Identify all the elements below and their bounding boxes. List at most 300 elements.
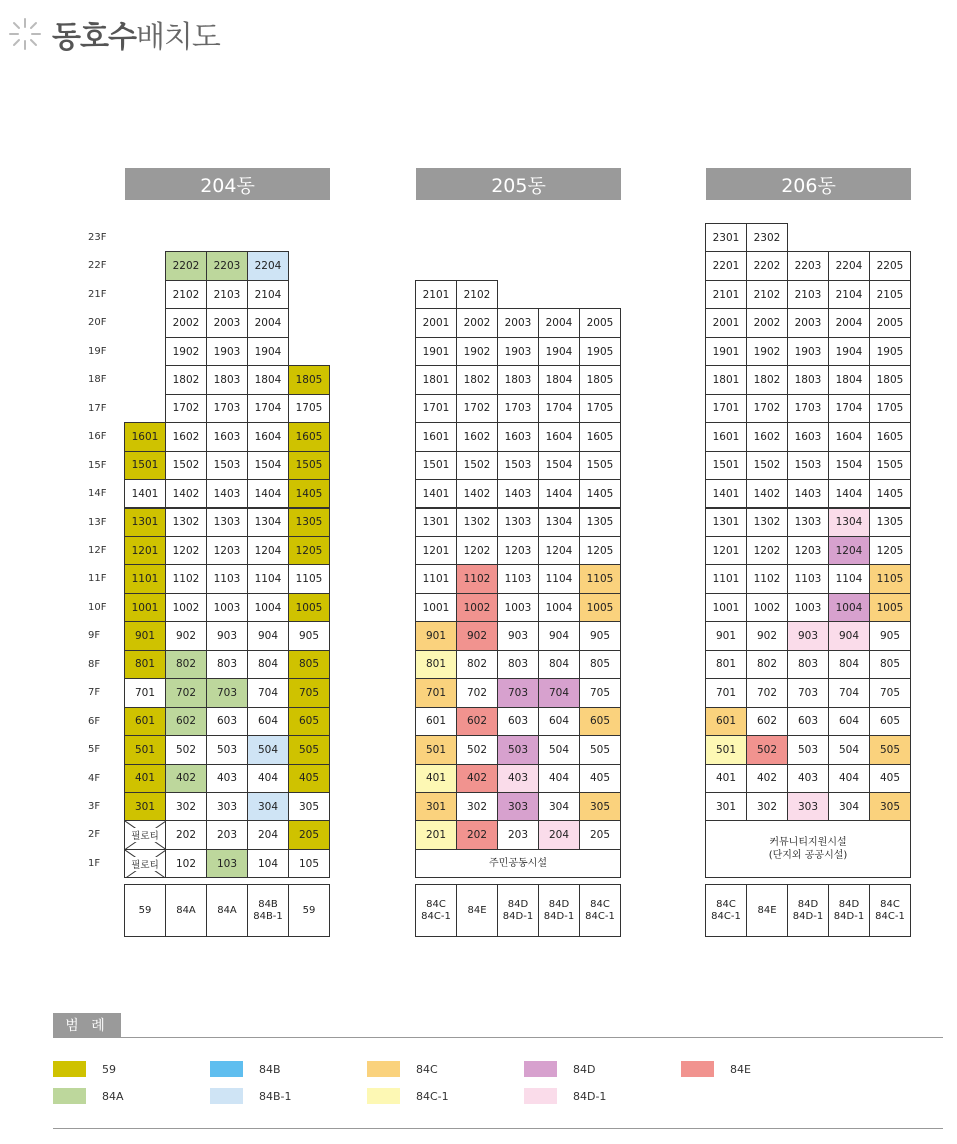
unit-cell[interactable]: 804 [247, 650, 289, 679]
unit-cell[interactable]: 305 [579, 792, 621, 821]
unit-cell[interactable]: 403 [206, 764, 248, 793]
unit-cell[interactable]: 1801 [705, 365, 747, 394]
unit-cell[interactable]: 501 [705, 735, 747, 764]
unit-cell[interactable]: 1603 [206, 422, 248, 451]
unit-cell[interactable]: 2004 [828, 308, 870, 337]
unit-cell[interactable]: 404 [828, 764, 870, 793]
unit-cell[interactable]: 605 [869, 707, 911, 736]
unit-cell[interactable]: 404 [247, 764, 289, 793]
unit-cell[interactable]: 2002 [165, 308, 207, 337]
unit-cell[interactable]: 1702 [746, 394, 788, 423]
unit-cell[interactable]: 1005 [869, 593, 911, 622]
unit-cell[interactable]: 1205 [579, 536, 621, 565]
unit-cell[interactable]: 1004 [828, 593, 870, 622]
unit-cell[interactable]: 202 [456, 820, 498, 849]
unit-cell[interactable]: 1602 [746, 422, 788, 451]
unit-cell[interactable]: 1802 [165, 365, 207, 394]
unit-cell[interactable]: 901 [124, 621, 166, 650]
unit-cell[interactable]: 503 [787, 735, 829, 764]
unit-cell[interactable]: 1002 [456, 593, 498, 622]
unit-cell[interactable]: 1201 [415, 536, 457, 565]
unit-cell[interactable]: 1101 [415, 564, 457, 593]
unit-cell[interactable]: 2103 [787, 280, 829, 309]
unit-cell[interactable]: 1202 [165, 536, 207, 565]
unit-cell[interactable]: 603 [787, 707, 829, 736]
unit-cell[interactable]: 1205 [288, 536, 330, 565]
unit-cell[interactable]: 401 [124, 764, 166, 793]
unit-cell[interactable]: 1503 [787, 451, 829, 480]
unit-cell[interactable]: 1104 [538, 564, 580, 593]
unit-cell[interactable]: 403 [787, 764, 829, 793]
unit-cell[interactable]: 1904 [538, 337, 580, 366]
unit-cell[interactable]: 602 [456, 707, 498, 736]
unit-cell[interactable]: 1901 [415, 337, 457, 366]
unit-cell[interactable]: 1504 [538, 451, 580, 480]
unit-cell[interactable]: 504 [538, 735, 580, 764]
unit-cell[interactable]: 205 [288, 820, 330, 849]
unit-cell[interactable]: 702 [456, 678, 498, 707]
unit-cell[interactable]: 605 [288, 707, 330, 736]
unit-cell[interactable]: 1903 [787, 337, 829, 366]
unit-cell[interactable]: 1005 [288, 593, 330, 622]
unit-cell[interactable]: 1703 [787, 394, 829, 423]
unit-cell[interactable]: 1502 [165, 451, 207, 480]
unit-cell[interactable]: 503 [206, 735, 248, 764]
unit-cell[interactable]: 905 [579, 621, 621, 650]
unit-cell[interactable]: 803 [206, 650, 248, 679]
unit-cell[interactable]: 1602 [165, 422, 207, 451]
unit-cell[interactable]: 1704 [538, 394, 580, 423]
unit-cell[interactable]: 1303 [206, 508, 248, 537]
unit-cell[interactable]: 1105 [579, 564, 621, 593]
unit-cell[interactable]: 1803 [497, 365, 539, 394]
unit-cell[interactable]: 901 [705, 621, 747, 650]
unit-cell[interactable]: 1005 [579, 593, 621, 622]
unit-cell[interactable]: 1702 [165, 394, 207, 423]
unit-cell[interactable]: 1501 [705, 451, 747, 480]
unit-cell[interactable]: 2302 [746, 223, 788, 252]
unit-cell[interactable]: 1403 [206, 479, 248, 508]
unit-cell[interactable]: 1802 [746, 365, 788, 394]
unit-cell[interactable]: 1305 [288, 508, 330, 537]
unit-cell[interactable]: 1804 [828, 365, 870, 394]
unit-cell[interactable]: 1203 [497, 536, 539, 565]
unit-cell[interactable]: 604 [538, 707, 580, 736]
unit-cell[interactable]: 2203 [787, 251, 829, 280]
unit-cell[interactable]: 1405 [869, 479, 911, 508]
unit-cell[interactable]: 1801 [415, 365, 457, 394]
unit-cell[interactable]: 305 [869, 792, 911, 821]
unit-cell[interactable]: 2001 [415, 308, 457, 337]
unit-cell[interactable]: 2001 [705, 308, 747, 337]
unit-cell[interactable]: 2201 [705, 251, 747, 280]
unit-cell[interactable]: 1603 [497, 422, 539, 451]
unit-cell[interactable]: 205 [579, 820, 621, 849]
unit-cell[interactable]: 304 [538, 792, 580, 821]
unit-cell[interactable]: 505 [579, 735, 621, 764]
unit-cell[interactable]: 905 [869, 621, 911, 650]
unit-cell[interactable]: 601 [705, 707, 747, 736]
unit-cell[interactable]: 2003 [206, 308, 248, 337]
unit-cell[interactable]: 1102 [456, 564, 498, 593]
unit-cell[interactable]: 303 [497, 792, 539, 821]
unit-cell[interactable]: 1601 [415, 422, 457, 451]
unit-cell[interactable]: 505 [288, 735, 330, 764]
unit-cell[interactable]: 1003 [787, 593, 829, 622]
unit-cell[interactable]: 1803 [206, 365, 248, 394]
unit-cell[interactable]: 1905 [579, 337, 621, 366]
unit-cell[interactable]: 705 [579, 678, 621, 707]
unit-cell[interactable]: 1802 [456, 365, 498, 394]
unit-cell[interactable]: 801 [705, 650, 747, 679]
unit-cell[interactable]: 1902 [165, 337, 207, 366]
unit-cell[interactable]: 604 [247, 707, 289, 736]
unit-cell[interactable]: 1205 [869, 536, 911, 565]
unit-cell[interactable]: 1103 [497, 564, 539, 593]
unit-cell[interactable]: 2102 [456, 280, 498, 309]
unit-cell[interactable]: 1902 [456, 337, 498, 366]
unit-cell[interactable]: 1905 [869, 337, 911, 366]
unit-cell[interactable]: 1203 [206, 536, 248, 565]
unit-cell[interactable]: 1201 [705, 536, 747, 565]
unit-cell[interactable]: 2102 [746, 280, 788, 309]
unit-cell[interactable]: 1503 [206, 451, 248, 480]
unit-cell[interactable]: 105 [288, 849, 330, 878]
unit-cell[interactable]: 305 [288, 792, 330, 821]
unit-cell[interactable]: 1001 [124, 593, 166, 622]
unit-cell[interactable]: 304 [247, 792, 289, 821]
unit-cell[interactable]: 602 [165, 707, 207, 736]
unit-cell[interactable]: 1105 [869, 564, 911, 593]
unit-cell[interactable]: 1605 [288, 422, 330, 451]
unit-cell[interactable]: 1104 [247, 564, 289, 593]
unit-cell[interactable]: 1705 [288, 394, 330, 423]
unit-cell[interactable]: 1701 [705, 394, 747, 423]
title-light: 배치도 [135, 20, 220, 55]
unit-cell[interactable]: 1405 [288, 479, 330, 508]
unit-cell[interactable]: 903 [206, 621, 248, 650]
unit-cell[interactable]: 1604 [828, 422, 870, 451]
unit-cell[interactable]: 1201 [124, 536, 166, 565]
unit-cell[interactable]: 302 [165, 792, 207, 821]
unit-cell[interactable]: 1104 [828, 564, 870, 593]
unit-cell[interactable]: 2003 [497, 308, 539, 337]
unit-cell[interactable]: 1105 [288, 564, 330, 593]
unit-cell[interactable]: 403 [497, 764, 539, 793]
unit-cell[interactable]: 1401 [124, 479, 166, 508]
unit-cell[interactable]: 2101 [705, 280, 747, 309]
unit-cell[interactable]: 1505 [579, 451, 621, 480]
unit-cell[interactable]: 1504 [247, 451, 289, 480]
unit-cell[interactable]: 2003 [787, 308, 829, 337]
unit-cell[interactable]: 502 [456, 735, 498, 764]
unit-cell[interactable]: 304 [828, 792, 870, 821]
unit-cell[interactable]: 1405 [579, 479, 621, 508]
unit-cell[interactable]: 301 [124, 792, 166, 821]
unit-cell[interactable]: 1002 [746, 593, 788, 622]
unit-cell[interactable]: 801 [415, 650, 457, 679]
unit-cell[interactable]: 1103 [206, 564, 248, 593]
unit-cell[interactable]: 1705 [579, 394, 621, 423]
unit-cell[interactable]: 1202 [456, 536, 498, 565]
unit-cell[interactable]: 2204 [247, 251, 289, 280]
unit-cell[interactable]: 905 [288, 621, 330, 650]
unit-cell[interactable]: 1501 [124, 451, 166, 480]
unit-cell[interactable]: 1204 [538, 536, 580, 565]
unit-cell[interactable]: 1501 [415, 451, 457, 480]
unit-cell[interactable]: 1404 [247, 479, 289, 508]
unit-cell[interactable]: 502 [165, 735, 207, 764]
unit-cell[interactable]: 1301 [705, 508, 747, 537]
unit-cell[interactable]: 804 [828, 650, 870, 679]
unit-cell[interactable]: 1704 [828, 394, 870, 423]
unit-cell[interactable]: 2104 [247, 280, 289, 309]
unit-cell[interactable]: 904 [538, 621, 580, 650]
unit-cell[interactable]: 204 [538, 820, 580, 849]
unit-cell[interactable]: 2105 [869, 280, 911, 309]
unit-cell[interactable]: 203 [206, 820, 248, 849]
unit-cell[interactable]: 703 [206, 678, 248, 707]
unit-cell[interactable]: 1703 [206, 394, 248, 423]
unit-cell[interactable]: 1404 [828, 479, 870, 508]
unit-cell[interactable]: 204 [247, 820, 289, 849]
unit-cell[interactable]: 103 [206, 849, 248, 878]
unit-cell[interactable]: 1704 [247, 394, 289, 423]
unit-cell[interactable]: 203 [497, 820, 539, 849]
unit-cell[interactable]: 503 [497, 735, 539, 764]
unit-cell[interactable]: 802 [165, 650, 207, 679]
unit-cell[interactable]: 1301 [124, 508, 166, 537]
unit-cell[interactable]: 1203 [787, 536, 829, 565]
unit-cell[interactable]: 2005 [579, 308, 621, 337]
unit-cell[interactable]: 1502 [746, 451, 788, 480]
unit-cell[interactable]: 303 [787, 792, 829, 821]
unit-cell[interactable]: 2103 [206, 280, 248, 309]
unit-cell[interactable]: 1404 [538, 479, 580, 508]
unit-cell[interactable]: 2203 [206, 251, 248, 280]
unit-cell[interactable]: 405 [869, 764, 911, 793]
unit-cell[interactable]: 1505 [869, 451, 911, 480]
unit-cell[interactable]: 401 [415, 764, 457, 793]
unit-cell[interactable]: 1101 [705, 564, 747, 593]
unit-cell[interactable]: 704 [828, 678, 870, 707]
unit-cell[interactable]: 504 [247, 735, 289, 764]
unit-cell[interactable]: 1302 [746, 508, 788, 537]
unit-type-label: 59 [138, 904, 152, 916]
unit-cell[interactable]: 1003 [497, 593, 539, 622]
unit-cell[interactable]: 802 [746, 650, 788, 679]
unit-cell[interactable]: 2002 [746, 308, 788, 337]
unit-cell[interactable]: 1601 [705, 422, 747, 451]
unit-cell[interactable]: 902 [746, 621, 788, 650]
unit-cell[interactable]: 1904 [247, 337, 289, 366]
unit-cell[interactable]: 802 [456, 650, 498, 679]
unit-cell[interactable]: 2202 [746, 251, 788, 280]
unit-cell[interactable]: 605 [579, 707, 621, 736]
unit-cell[interactable]: 302 [456, 792, 498, 821]
unit-cell[interactable]: 1304 [247, 508, 289, 537]
unit-cell[interactable]: 1401 [705, 479, 747, 508]
unit-cell[interactable]: 604 [828, 707, 870, 736]
unit-cell[interactable]: 405 [288, 764, 330, 793]
unit-cell[interactable]: 701 [705, 678, 747, 707]
unit-cell[interactable]: 1304 [538, 508, 580, 537]
unit-cell[interactable]: 1805 [579, 365, 621, 394]
unit-cell[interactable]: 1204 [828, 536, 870, 565]
unit-cell[interactable]: 404 [538, 764, 580, 793]
unit-cell[interactable]: 104 [247, 849, 289, 878]
unit-cell[interactable]: 1304 [828, 508, 870, 537]
unit-cell[interactable]: 1702 [456, 394, 498, 423]
unit-type-label: 84C-1 [421, 910, 451, 922]
unit-cell[interactable]: 2002 [456, 308, 498, 337]
unit-cell[interactable]: 601 [124, 707, 166, 736]
unit-cell[interactable]: 1903 [206, 337, 248, 366]
unit-cell[interactable]: 505 [869, 735, 911, 764]
unit-cell[interactable]: 801 [124, 650, 166, 679]
unit-cell[interactable]: 302 [746, 792, 788, 821]
unit-cell[interactable]: 2102 [165, 280, 207, 309]
unit-cell[interactable]: 1403 [787, 479, 829, 508]
unit-cell[interactable]: 2205 [869, 251, 911, 280]
unit-cell[interactable]: 1805 [869, 365, 911, 394]
unit-cell[interactable]: 1303 [497, 508, 539, 537]
unit-cell[interactable]: 1803 [787, 365, 829, 394]
unit-cell[interactable]: 1703 [497, 394, 539, 423]
unit-cell[interactable]: 2301 [705, 223, 747, 252]
unit-cell[interactable]: 1601 [124, 422, 166, 451]
unit-cell[interactable]: 805 [579, 650, 621, 679]
unit-cell[interactable]: 303 [206, 792, 248, 821]
unit-cell[interactable]: 1101 [124, 564, 166, 593]
unit-cell[interactable]: 704 [247, 678, 289, 707]
unit-cell[interactable]: 703 [497, 678, 539, 707]
unit-cell[interactable]: 1602 [456, 422, 498, 451]
unit-cell[interactable]: 1102 [746, 564, 788, 593]
unit-cell[interactable]: 1204 [247, 536, 289, 565]
unit-cell[interactable]: 402 [746, 764, 788, 793]
unit-cell[interactable]: 1705 [869, 394, 911, 423]
unit-cell[interactable]: 1505 [288, 451, 330, 480]
unit-cell[interactable]: 2004 [247, 308, 289, 337]
unit-cell[interactable]: 1604 [538, 422, 580, 451]
unit-cell[interactable]: 1402 [746, 479, 788, 508]
unit-cell[interactable]: 803 [787, 650, 829, 679]
unit-cell[interactable]: 1901 [705, 337, 747, 366]
unit-cell[interactable]: 1402 [165, 479, 207, 508]
unit-cell[interactable]: 1001 [705, 593, 747, 622]
unit-cell[interactable]: 904 [828, 621, 870, 650]
unit-cell[interactable]: 902 [165, 621, 207, 650]
unit-cell[interactable]: 701 [415, 678, 457, 707]
unit-cell[interactable]: 705 [288, 678, 330, 707]
unit-cell[interactable]: 704 [538, 678, 580, 707]
unit-cell[interactable]: 903 [787, 621, 829, 650]
unit-cell[interactable]: 602 [746, 707, 788, 736]
unit-cell[interactable]: 2005 [869, 308, 911, 337]
unit-cell[interactable]: 1503 [497, 451, 539, 480]
unit-cell[interactable]: 1605 [579, 422, 621, 451]
unit-cell[interactable]: 904 [247, 621, 289, 650]
unit-cell[interactable]: 803 [497, 650, 539, 679]
unit-cell[interactable]: 202 [165, 820, 207, 849]
unit-cell[interactable]: 603 [497, 707, 539, 736]
unit-cell[interactable]: 502 [746, 735, 788, 764]
unit-cell[interactable]: 1401 [415, 479, 457, 508]
unit-cell[interactable]: 903 [497, 621, 539, 650]
unit-cell[interactable]: 402 [456, 764, 498, 793]
unit-cell[interactable]: 401 [705, 764, 747, 793]
unit-cell[interactable]: 1004 [538, 593, 580, 622]
unit-cell[interactable]: 1605 [869, 422, 911, 451]
unit-cell[interactable]: 603 [206, 707, 248, 736]
unit-cell[interactable]: 1402 [456, 479, 498, 508]
unit-cell[interactable]: 405 [579, 764, 621, 793]
unit-cell[interactable]: 2101 [415, 280, 457, 309]
unit-cell[interactable]: 1804 [538, 365, 580, 394]
unit-cell[interactable]: 1902 [746, 337, 788, 366]
unit-cell[interactable]: 1301 [415, 508, 457, 537]
unit-cell[interactable]: 504 [828, 735, 870, 764]
unit-cell[interactable]: 805 [869, 650, 911, 679]
unit-cell[interactable]: 301 [415, 792, 457, 821]
unit-cell[interactable]: 1403 [497, 479, 539, 508]
unit-cell[interactable]: 1701 [415, 394, 457, 423]
unit-cell[interactable]: 2204 [828, 251, 870, 280]
unit-cell[interactable]: 1804 [247, 365, 289, 394]
unit-cell[interactable]: 1103 [787, 564, 829, 593]
unit-cell[interactable]: 1504 [828, 451, 870, 480]
unit-cell[interactable]: 1001 [415, 593, 457, 622]
unit-cell[interactable]: 804 [538, 650, 580, 679]
unit-cell[interactable]: 1903 [497, 337, 539, 366]
unit-cell[interactable]: 703 [787, 678, 829, 707]
unit-cell[interactable]: 1805 [288, 365, 330, 394]
unit-cell[interactable]: 501 [124, 735, 166, 764]
unit-cell[interactable]: 1604 [247, 422, 289, 451]
unit-cell[interactable]: 1202 [746, 536, 788, 565]
unit-cell[interactable]: 1002 [165, 593, 207, 622]
unit-cell[interactable]: 1603 [787, 422, 829, 451]
unit-cell[interactable]: 501 [415, 735, 457, 764]
unit-cell[interactable]: 1302 [165, 508, 207, 537]
unit-cell[interactable]: 1302 [456, 508, 498, 537]
unit-cell[interactable]: 1003 [206, 593, 248, 622]
unit-cell[interactable]: 102 [165, 849, 207, 878]
unit-cell[interactable]: 1004 [247, 593, 289, 622]
unit-cell[interactable]: 2104 [828, 280, 870, 309]
unit-cell[interactable]: 201 [415, 820, 457, 849]
unit-cell[interactable]: 2004 [538, 308, 580, 337]
unit-cell[interactable]: 702 [746, 678, 788, 707]
unit-cell[interactable]: 1305 [869, 508, 911, 537]
unit-cell[interactable]: 601 [415, 707, 457, 736]
unit-cell[interactable]: 1502 [456, 451, 498, 480]
unit-cell[interactable]: 301 [705, 792, 747, 821]
unit-cell[interactable]: 1904 [828, 337, 870, 366]
unit-cell[interactable]: 2202 [165, 251, 207, 280]
unit-cell[interactable]: 901 [415, 621, 457, 650]
unit-cell[interactable]: 1102 [165, 564, 207, 593]
unit-cell[interactable]: 702 [165, 678, 207, 707]
unit-cell[interactable]: 1305 [579, 508, 621, 537]
unit-cell[interactable]: 701 [124, 678, 166, 707]
unit-cell[interactable]: 402 [165, 764, 207, 793]
unit-cell[interactable]: 1303 [787, 508, 829, 537]
unit-cell[interactable]: 705 [869, 678, 911, 707]
unit-cell[interactable]: 805 [288, 650, 330, 679]
unit-cell[interactable]: 902 [456, 621, 498, 650]
